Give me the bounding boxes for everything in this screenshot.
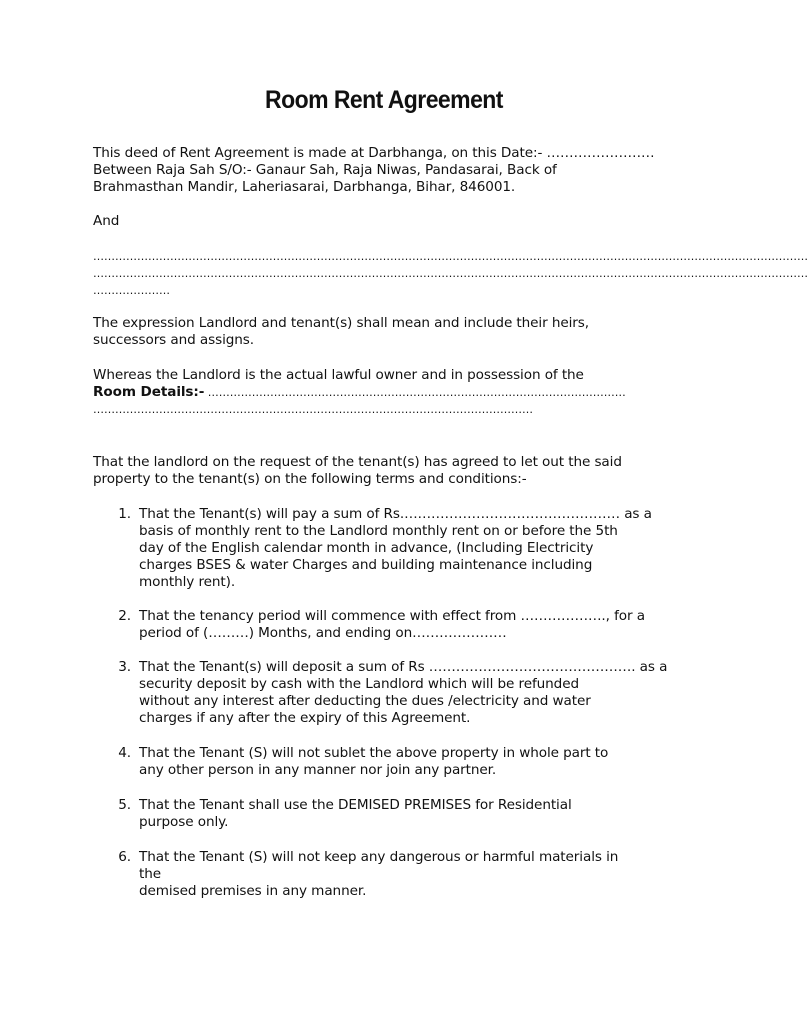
condition-number: 5. — [118, 797, 131, 813]
whereas-line: Whereas the Landlord is the actual lawful owner and in possession of the — [93, 367, 584, 383]
condition-line: That the Tenant (S) will not sublet the above property in whole part to — [139, 745, 609, 761]
condition-number: 2. — [118, 608, 131, 624]
expression-line: The expression Landlord and tenant(s) shall mean and include their heirs, — [93, 315, 589, 331]
condition-line: monthly rent). — [139, 574, 236, 590]
intro-line: Between Raja Sah S/O:- Ganaur Sah, Raja Niwas, Pandasarai, Back of — [93, 162, 557, 178]
condition-line: charges BSES & water Charges and building maintenance including — [139, 557, 593, 573]
whereas-paragraph — [93, 367, 678, 418]
condition-line: That the tenancy period will commence with effect from ………………., for a — [139, 608, 645, 624]
condition-line: demised premises in any manner. — [139, 883, 367, 899]
condition-line: That the Tenant shall use the DEMISED PREMISES for Residential — [139, 797, 572, 813]
condition-line: That the Tenant(s) will deposit a sum of Rs ………………………………………. as a — [139, 659, 668, 675]
blank-line: ………………………………………………………………………………………………………… — [93, 403, 533, 416]
condition-number: 1. — [118, 506, 131, 522]
intro-paragraph — [93, 145, 678, 196]
condition-line: day of the English calendar month in advance, (Including Electricity — [139, 540, 594, 556]
room-details-blank: …………………………………………………………………………………………………… — [204, 386, 626, 399]
condition-line: basis of monthly rent to the Landlord monthly rent on or before the 5th — [139, 523, 618, 539]
terms-intro-line: That the landlord on the request of the tenant(s) has agreed to let out the said — [93, 454, 622, 470]
intro-line: Brahmasthan Mandir, Laheriasarai, Darbhanga, Bihar, 846001. — [93, 179, 516, 195]
terms-intro-line: property to the tenant(s) on the following terms and conditions:- — [93, 471, 527, 487]
intro-line: This deed of Rent Agreement is made at Darbhanga, on this Date:- …………………… — [93, 145, 655, 161]
expression-line: successors and assigns. — [93, 332, 254, 348]
document-title: Room Rent Agreement — [265, 86, 503, 114]
condition-line: security deposit by cash with the Landlord which will be refunded — [139, 676, 579, 692]
tenant-blank-lines — [93, 248, 808, 299]
blank-line: …………………………………………………………………………………………………………………………………………………………………………… — [93, 250, 808, 263]
room-details-line — [93, 384, 678, 401]
condition-line: without any interest after deducting the dues /electricity and water — [139, 693, 591, 709]
condition-number: 3. — [118, 659, 131, 675]
condition-line: That the Tenant (S) will not keep any dangerous or harmful materials in — [139, 849, 619, 865]
condition-line: the — [139, 866, 162, 882]
condition-number: 6. — [118, 849, 131, 865]
blank-line: …………………………………………………………………………………………………………………………………………………………………………… — [93, 267, 808, 280]
condition-line: period of (………) Months, and ending on………………… — [139, 625, 507, 641]
condition-line: any other person in any manner nor join any partner. — [139, 762, 497, 778]
expression-paragraph — [93, 315, 678, 349]
and-label: And — [93, 213, 120, 229]
condition-line: charges if any after the expiry of this Agreement. — [139, 710, 471, 726]
condition-line: That the Tenant(s) will pay a sum of Rs.………………………………………… as a — [139, 506, 652, 522]
condition-line: purpose only. — [139, 814, 229, 830]
blank-line: ………………… — [93, 284, 170, 297]
terms-intro-paragraph — [93, 454, 678, 488]
condition-number: 4. — [118, 745, 131, 761]
room-details-label: Room Details:- — [93, 384, 205, 400]
and-paragraph — [93, 213, 678, 230]
